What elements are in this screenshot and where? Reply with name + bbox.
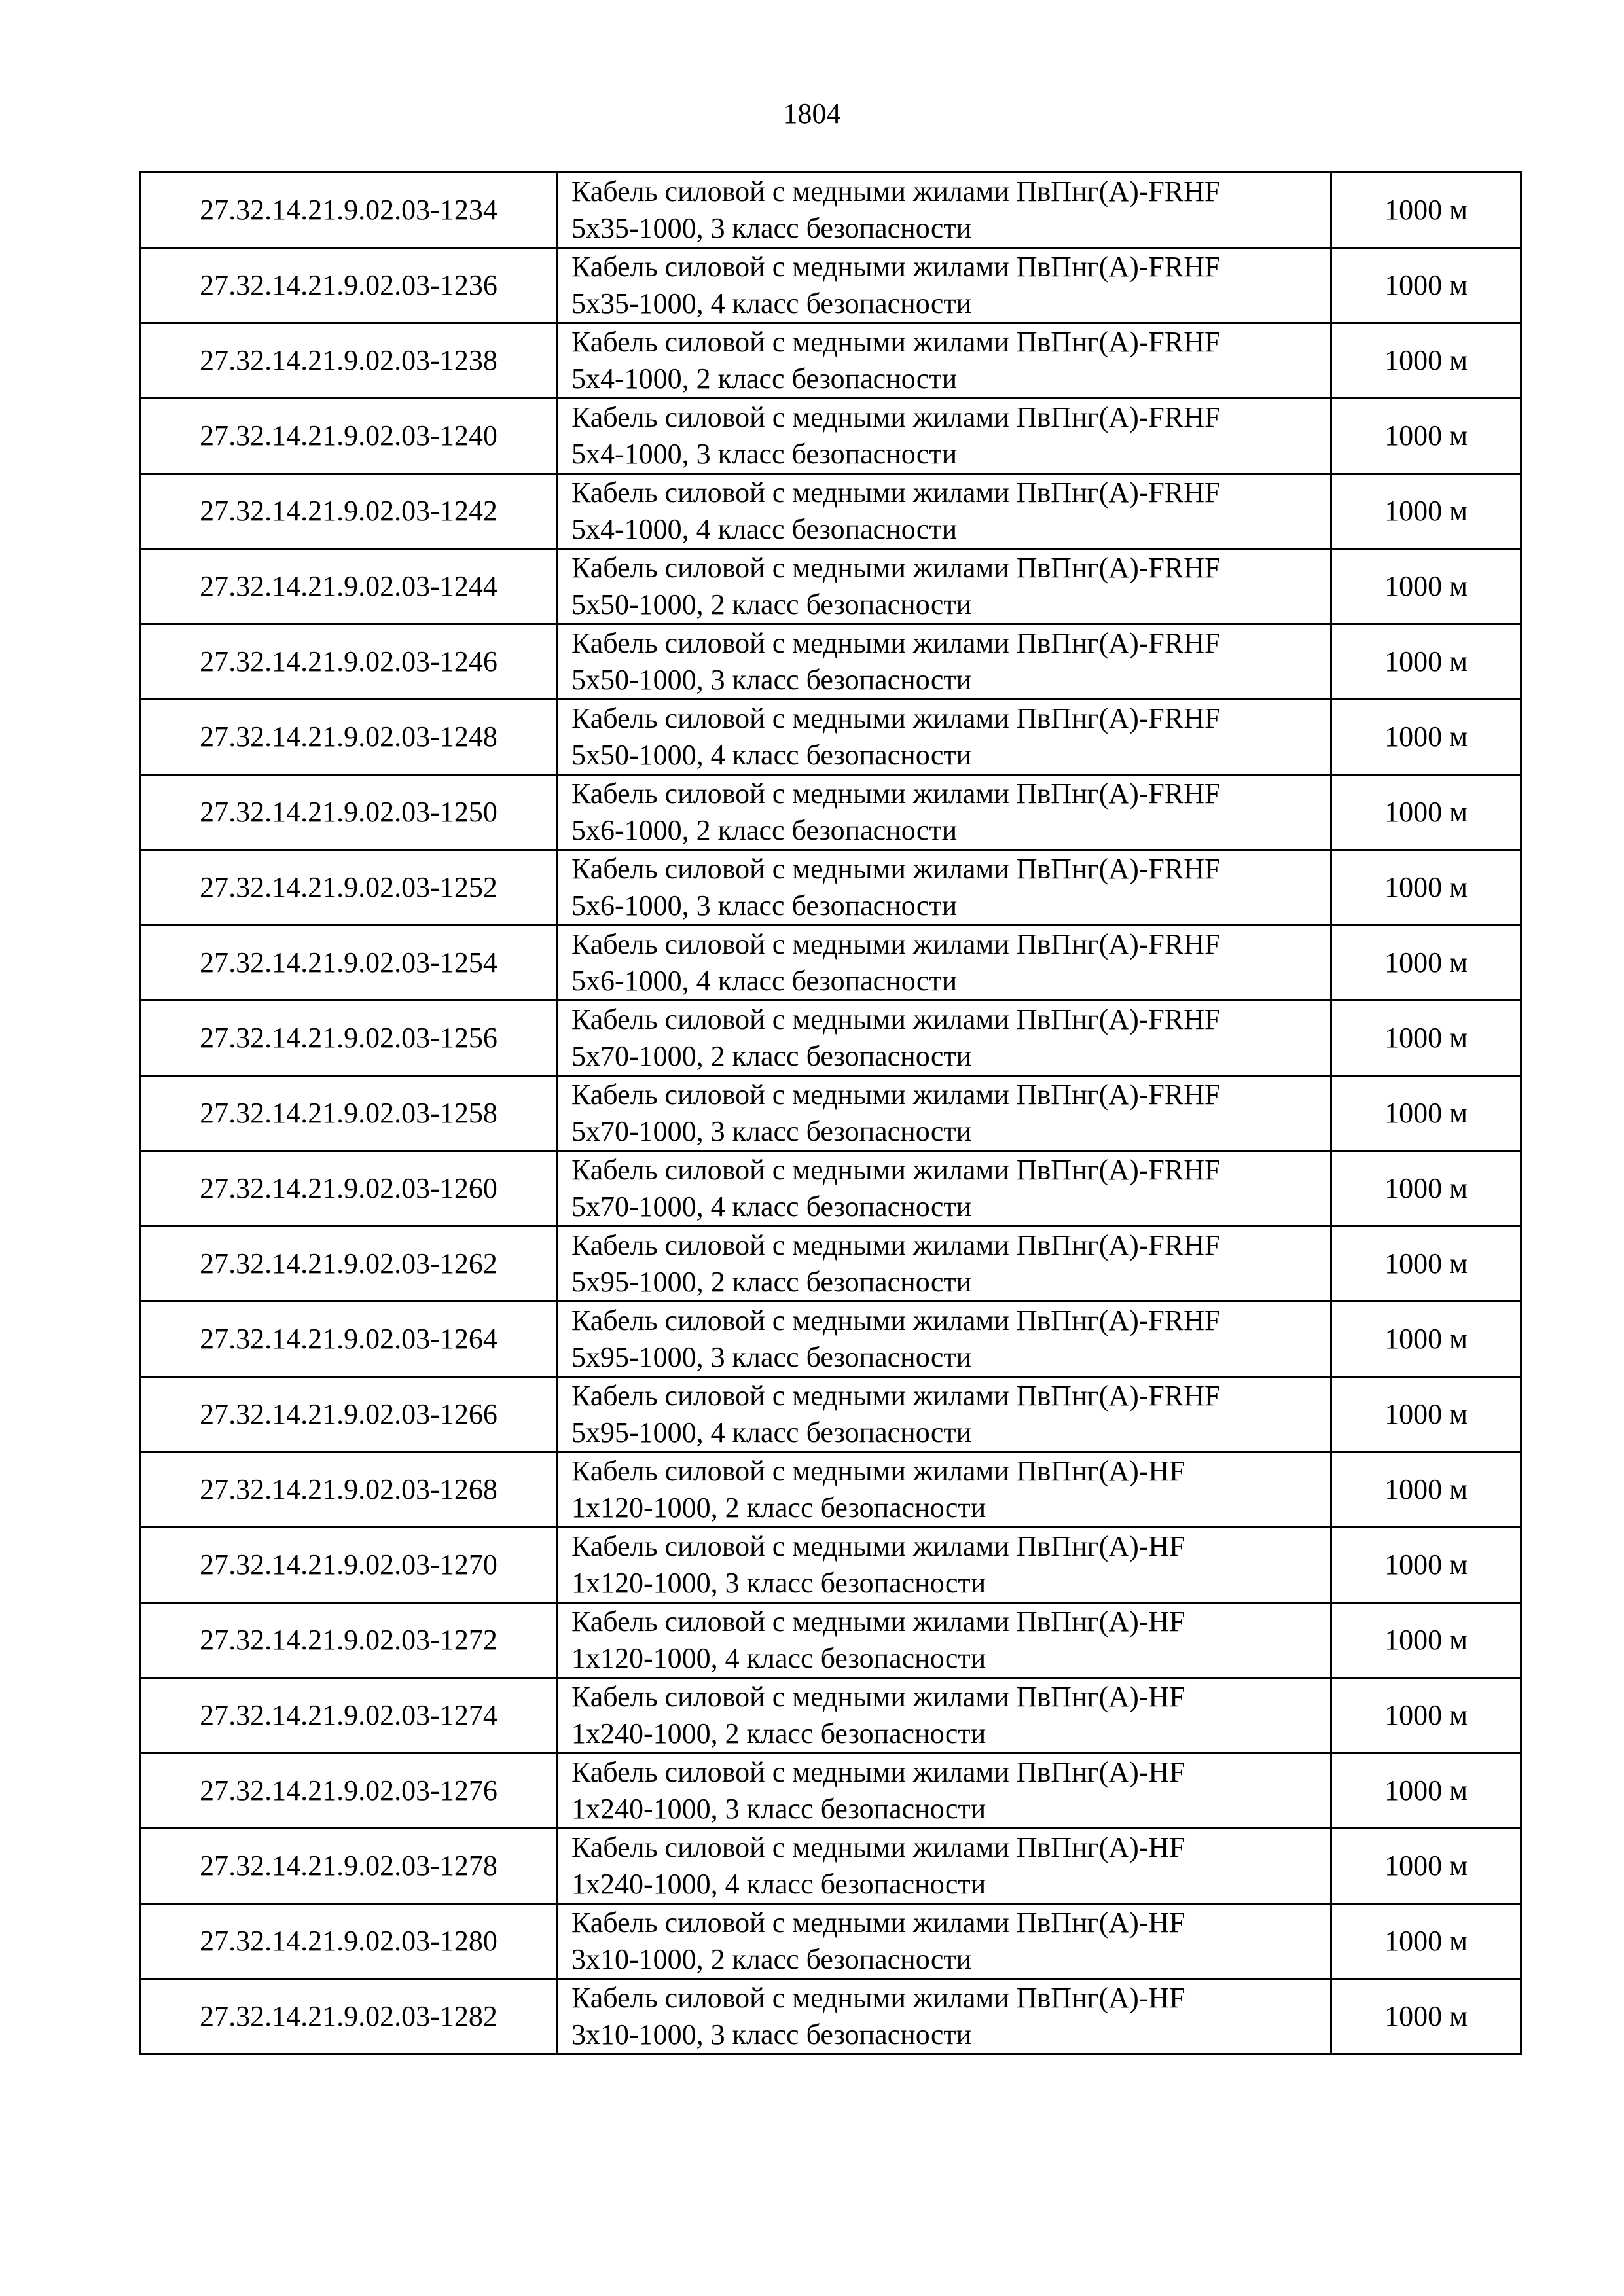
resource-unit: 1000 м	[1331, 1452, 1521, 1528]
resource-name-line2: 5х95-1000, 2 класс безопасности	[571, 1266, 972, 1298]
resource-code: 27.32.14.21.9.02.03-1248	[140, 700, 558, 775]
resource-name-line1: Кабель силовой с медными жилами ПвПнг(А)-FRHF	[571, 853, 1221, 885]
resource-unit: 1000 м	[1331, 1528, 1521, 1603]
resource-code: 27.32.14.21.9.02.03-1282	[140, 1979, 558, 2054]
resource-unit: 1000 м	[1331, 624, 1521, 700]
resource-name-line1: Кабель силовой с медными жилами ПвПнг(А)-HF	[571, 1982, 1185, 2014]
resource-name-line2: 5х6-1000, 2 класс безопасности	[571, 814, 958, 846]
resource-name-line2: 3х10-1000, 3 класс безопасности	[571, 2018, 972, 2051]
resource-name-line2: 1х120-1000, 2 класс безопасности	[571, 1492, 986, 1524]
resource-name-line2: 5х50-1000, 4 класс безопасности	[571, 739, 972, 771]
resource-name	[558, 700, 1331, 775]
resource-code: 27.32.14.21.9.02.03-1238	[140, 323, 558, 399]
resource-unit: 1000 м	[1331, 1979, 1521, 2054]
resource-name-line1: Кабель силовой с медными жилами ПвПнг(А)-HF	[571, 1455, 1185, 1487]
resource-unit: 1000 м	[1331, 1227, 1521, 1302]
table-row	[140, 1076, 1521, 1151]
resource-unit: 1000 м	[1331, 925, 1521, 1001]
table-row	[140, 775, 1521, 850]
resource-name	[558, 323, 1331, 399]
resource-name	[558, 1753, 1331, 1829]
resource-name-line1: Кабель силовой с медными жилами ПвПнг(А)-HF	[571, 1756, 1185, 1788]
resource-unit: 1000 м	[1331, 399, 1521, 474]
resource-name-line1: Кабель силовой с медными жилами ПвПнг(А)-HF	[571, 1907, 1185, 1939]
resource-name	[558, 1227, 1331, 1302]
resource-code: 27.32.14.21.9.02.03-1258	[140, 1076, 558, 1151]
table-row	[140, 850, 1521, 925]
resource-code: 27.32.14.21.9.02.03-1246	[140, 624, 558, 700]
resource-code: 27.32.14.21.9.02.03-1264	[140, 1302, 558, 1377]
resource-name	[558, 1678, 1331, 1753]
resource-name	[558, 1001, 1331, 1076]
table-row	[140, 1603, 1521, 1678]
resource-unit: 1000 м	[1331, 1076, 1521, 1151]
resource-code: 27.32.14.21.9.02.03-1274	[140, 1678, 558, 1753]
table-row	[140, 1829, 1521, 1904]
resource-unit: 1000 м	[1331, 1829, 1521, 1904]
resource-name-line1: Кабель силовой с медными жилами ПвПнг(А)-HF	[571, 1530, 1185, 1562]
resource-unit: 1000 м	[1331, 1753, 1521, 1829]
resource-name-line1: Кабель силовой с медными жилами ПвПнг(А)-FRHF	[571, 627, 1221, 659]
table-body	[140, 173, 1521, 2054]
resource-unit: 1000 м	[1331, 474, 1521, 549]
resource-name-line2: 1х240-1000, 4 класс безопасности	[571, 1868, 986, 1900]
resource-name-line1: Кабель силовой с медными жилами ПвПнг(А)-FRHF	[571, 251, 1221, 283]
page-number: 1804	[783, 98, 841, 130]
resource-code: 27.32.14.21.9.02.03-1278	[140, 1829, 558, 1904]
resource-name	[558, 474, 1331, 549]
resource-name	[558, 775, 1331, 850]
resource-name-line1: Кабель силовой с медными жилами ПвПнг(А)-FRHF	[571, 1380, 1221, 1412]
resource-code: 27.32.14.21.9.02.03-1268	[140, 1452, 558, 1528]
table-row	[140, 1227, 1521, 1302]
table-row	[140, 1904, 1521, 1979]
resource-name-line1: Кабель силовой с медными жилами ПвПнг(А)-FRHF	[571, 326, 1221, 358]
resource-code: 27.32.14.21.9.02.03-1266	[140, 1377, 558, 1452]
resource-name	[558, 1377, 1331, 1452]
resource-name-line2: 5х35-1000, 4 класс безопасности	[571, 287, 972, 319]
table-row	[140, 1452, 1521, 1528]
resource-name-line2: 5х6-1000, 4 класс безопасности	[571, 965, 958, 997]
resource-code: 27.32.14.21.9.02.03-1236	[140, 248, 558, 323]
table-row	[140, 474, 1521, 549]
resource-name-line2: 5х95-1000, 3 класс безопасности	[571, 1341, 972, 1373]
resource-code: 27.32.14.21.9.02.03-1256	[140, 1001, 558, 1076]
resource-code: 27.32.14.21.9.02.03-1276	[140, 1753, 558, 1829]
resource-name-line1: Кабель силовой с медными жилами ПвПнг(А)-FRHF	[571, 1304, 1221, 1336]
resource-unit: 1000 м	[1331, 173, 1521, 248]
resource-code: 27.32.14.21.9.02.03-1244	[140, 549, 558, 624]
resource-name-line1: Кабель силовой с медными жилами ПвПнг(А)-FRHF	[571, 702, 1221, 734]
resource-name	[558, 1904, 1331, 1979]
resource-name	[558, 1979, 1331, 2054]
table-row	[140, 700, 1521, 775]
resource-name-line1: Кабель силовой с медными жилами ПвПнг(А)-FRHF	[571, 1003, 1221, 1035]
resource-name	[558, 549, 1331, 624]
resource-name-line1: Кабель силовой с медными жилами ПвПнг(А)-FRHF	[571, 1079, 1221, 1111]
resource-unit: 1000 м	[1331, 1678, 1521, 1753]
table-row	[140, 248, 1521, 323]
resource-name-line2: 1х120-1000, 3 класс безопасности	[571, 1567, 986, 1599]
resource-name-line1: Кабель силовой с медными жилами ПвПнг(А)-FRHF	[571, 552, 1221, 584]
resource-name	[558, 248, 1331, 323]
table-row	[140, 323, 1521, 399]
resource-unit: 1000 м	[1331, 1001, 1521, 1076]
resource-unit: 1000 м	[1331, 1904, 1521, 1979]
resource-unit: 1000 м	[1331, 700, 1521, 775]
resource-code: 27.32.14.21.9.02.03-1240	[140, 399, 558, 474]
resource-name-line2: 1х240-1000, 2 класс безопасности	[571, 1717, 986, 1749]
resource-name	[558, 399, 1331, 474]
table-row	[140, 399, 1521, 474]
resource-name	[558, 1076, 1331, 1151]
resource-name	[558, 1829, 1331, 1904]
resource-name	[558, 1452, 1331, 1528]
resource-unit: 1000 м	[1331, 1377, 1521, 1452]
resource-name-line2: 5х70-1000, 4 класс безопасности	[571, 1191, 972, 1223]
table-row	[140, 925, 1521, 1001]
resource-name-line2: 1х240-1000, 3 класс безопасности	[571, 1793, 986, 1825]
resource-name-line2: 5х35-1000, 3 класс безопасности	[571, 212, 972, 244]
resource-name-line2: 5х50-1000, 2 класс безопасности	[571, 588, 972, 620]
resource-code: 27.32.14.21.9.02.03-1242	[140, 474, 558, 549]
resource-name	[558, 624, 1331, 700]
resource-unit: 1000 м	[1331, 248, 1521, 323]
resource-name	[558, 1603, 1331, 1678]
resource-name	[558, 173, 1331, 248]
resource-name-line1: Кабель силовой с медными жилами ПвПнг(А)-FRHF	[571, 928, 1221, 960]
table-row	[140, 1979, 1521, 2054]
resource-code: 27.32.14.21.9.02.03-1254	[140, 925, 558, 1001]
resource-name-line1: Кабель силовой с медными жилами ПвПнг(А)-FRHF	[571, 1154, 1221, 1186]
resource-name-line2: 5х6-1000, 3 класс безопасности	[571, 889, 958, 922]
table-row	[140, 624, 1521, 700]
resource-unit: 1000 м	[1331, 323, 1521, 399]
table-row	[140, 1377, 1521, 1452]
table-row	[140, 549, 1521, 624]
resource-name	[558, 1151, 1331, 1227]
resource-name-line2: 5х70-1000, 2 класс безопасности	[571, 1040, 972, 1072]
resource-name	[558, 1528, 1331, 1603]
resource-unit: 1000 м	[1331, 1603, 1521, 1678]
resource-code: 27.32.14.21.9.02.03-1262	[140, 1227, 558, 1302]
resource-table	[139, 171, 1522, 2055]
resource-name	[558, 1302, 1331, 1377]
resource-unit: 1000 м	[1331, 1151, 1521, 1227]
resource-name-line1: Кабель силовой с медными жилами ПвПнг(А)-FRHF	[571, 476, 1221, 509]
resource-name-line2: 5х95-1000, 4 класс безопасности	[571, 1416, 972, 1448]
table-row	[140, 1302, 1521, 1377]
resource-code: 27.32.14.21.9.02.03-1234	[140, 173, 558, 248]
resource-name-line2: 3х10-1000, 2 класс безопасности	[571, 1943, 972, 1975]
resource-code: 27.32.14.21.9.02.03-1260	[140, 1151, 558, 1227]
resource-name-line1: Кабель силовой с медными жилами ПвПнг(А)-HF	[571, 1831, 1185, 1863]
resource-name-line1: Кабель силовой с медными жилами ПвПнг(А)-HF	[571, 1605, 1185, 1638]
table-row	[140, 173, 1521, 248]
resource-name-line1: Кабель силовой с медными жилами ПвПнг(А)-FRHF	[571, 1229, 1221, 1261]
resource-name-line2: 5х70-1000, 3 класс безопасности	[571, 1115, 972, 1147]
resource-name-line1: Кабель силовой с медными жилами ПвПнг(А)-FRHF	[571, 175, 1221, 207]
resource-unit: 1000 м	[1331, 549, 1521, 624]
resource-unit: 1000 м	[1331, 1302, 1521, 1377]
resource-name-line1: Кабель силовой с медными жилами ПвПнг(А)-FRHF	[571, 401, 1221, 433]
resource-code: 27.32.14.21.9.02.03-1270	[140, 1528, 558, 1603]
resource-name	[558, 850, 1331, 925]
resource-name-line2: 1х120-1000, 4 класс безопасности	[571, 1642, 986, 1674]
resource-code: 27.32.14.21.9.02.03-1250	[140, 775, 558, 850]
resource-name-line2: 5х4-1000, 2 класс безопасности	[571, 363, 958, 395]
table-row	[140, 1753, 1521, 1829]
resource-code: 27.32.14.21.9.02.03-1252	[140, 850, 558, 925]
resource-name-line2: 5х50-1000, 3 класс безопасности	[571, 664, 972, 696]
table-row	[140, 1678, 1521, 1753]
resource-name-line1: Кабель силовой с медными жилами ПвПнг(А)-HF	[571, 1681, 1185, 1713]
resource-name-line1: Кабель силовой с медными жилами ПвПнг(А)-FRHF	[571, 778, 1221, 810]
table-row	[140, 1528, 1521, 1603]
resource-name-line2: 5х4-1000, 3 класс безопасности	[571, 438, 958, 470]
resource-code: 27.32.14.21.9.02.03-1272	[140, 1603, 558, 1678]
resource-code: 27.32.14.21.9.02.03-1280	[140, 1904, 558, 1979]
resource-unit: 1000 м	[1331, 850, 1521, 925]
resource-name-line2: 5х4-1000, 4 класс безопасности	[571, 513, 958, 545]
table-row	[140, 1151, 1521, 1227]
table-row	[140, 1001, 1521, 1076]
resource-unit: 1000 м	[1331, 775, 1521, 850]
resource-name	[558, 925, 1331, 1001]
